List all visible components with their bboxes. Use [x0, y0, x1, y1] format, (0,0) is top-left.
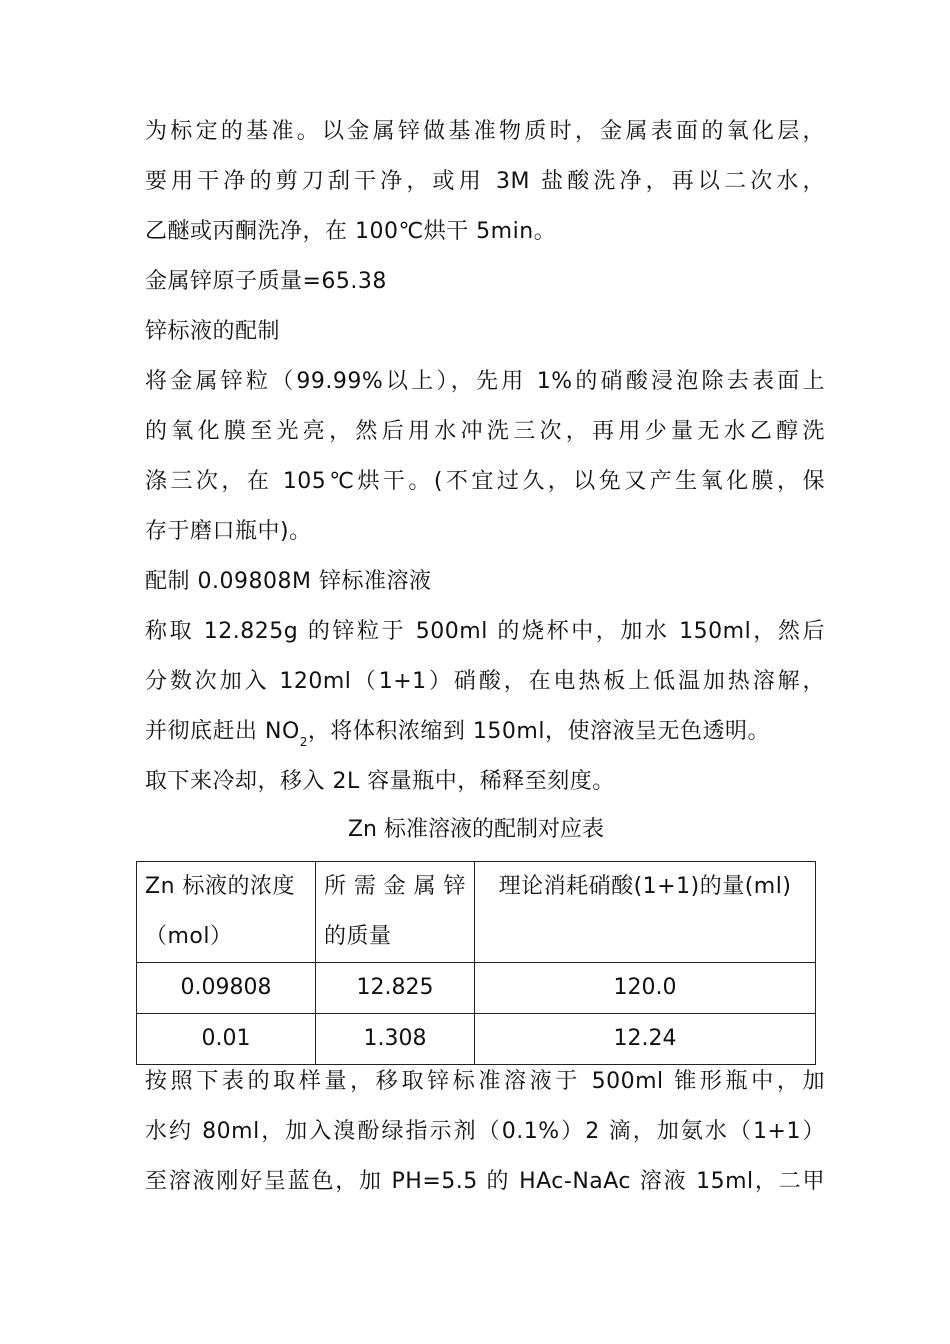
header-mass	[316, 862, 475, 963]
section-title: 锌标液的配制	[145, 319, 281, 344]
atomic-mass-text: 金属锌原子质量=65.38	[145, 269, 387, 294]
cell-acid: 12.24	[475, 1014, 816, 1065]
paragraph-2-line-1: 将金属锌粒（99.99%以上），先用 1%的硝酸浸泡除去表面上	[145, 369, 825, 394]
paragraph-3-line-3	[145, 717, 825, 757]
header-concentration-line-2: （mol）	[145, 924, 233, 949]
paragraph-4-line-2: 水约 80ml，加入溴酚绿指示剂（0.1%）2 滴，加氨水（1+1）	[145, 1119, 825, 1144]
header-mass-line-1: 所需金属锌	[324, 874, 466, 899]
header-acid: 理论消耗硝酸(1+1)的量(ml)	[475, 862, 816, 963]
cell-acid: 120.0	[475, 963, 816, 1014]
paragraph-4-line-3: 至溶液刚好呈蓝色，加 PH=5.5 的 HAc-NaAc 溶液 15ml，二甲	[145, 1169, 825, 1194]
table-header-row	[137, 862, 816, 963]
paragraph-1-line-2: 要用干净的剪刀刮干净，或用 3M 盐酸洗净，再以二次水，	[145, 169, 825, 194]
paragraph-4-line-1: 按照下表的取样量，移取锌标准溶液于 500ml 锥形瓶中，加	[145, 1069, 825, 1094]
paragraph-1-line-1: 为标定的基准。以金属锌做基准物质时，金属表面的氧化层，	[145, 119, 825, 144]
paragraph-3-line-1: 称取 12.825g 的锌粒于 500ml 的烧杯中，加水 150ml，然后	[145, 619, 825, 644]
paragraph-2-line-3: 涤三次，在 105℃烘干。(不宜过久，以免又产生氧化膜，保	[145, 469, 825, 494]
no2-subscript: 2	[299, 735, 308, 749]
paragraph-2-line-2: 的氧化膜至光亮，然后用水冲洗三次，再用少量无水乙醇洗	[145, 419, 825, 444]
paragraph-3-line-3-after: ，将体积浓缩到 150ml，使溶液呈无色透明。	[307, 719, 770, 744]
paragraph-3-line-2: 分数次加入 120ml（1+1）硝酸，在电热板上低温加热溶解，	[145, 669, 825, 694]
header-concentration	[137, 862, 316, 963]
zn-standard-table	[136, 861, 816, 1065]
header-mass-line-2: 的质量	[324, 924, 392, 949]
table-row	[137, 963, 816, 1014]
cell-concentration: 0.01	[137, 1014, 316, 1065]
cell-mass: 1.308	[316, 1014, 475, 1065]
table-row	[137, 1014, 816, 1065]
cell-concentration: 0.09808	[137, 963, 316, 1014]
prep-title: 配制 0.09808M 锌标准溶液	[145, 569, 432, 594]
paragraph-2-line-4: 存于磨口瓶中)。	[145, 519, 312, 544]
paragraph-1-line-3: 乙醚或丙酮洗净，在 100℃烘干 5min。	[145, 219, 557, 244]
cell-mass: 12.825	[316, 963, 475, 1014]
table-caption: Zn 标准溶液的配制对应表	[347, 817, 604, 842]
paragraph-3-line-3-before: 并彻底赶出 NO	[145, 719, 300, 744]
paragraph-3-line-4: 取下来冷却，移入 2L 容量瓶中，稀释至刻度。	[145, 769, 615, 794]
header-concentration-line-1: Zn 标液的浓度	[145, 874, 296, 899]
